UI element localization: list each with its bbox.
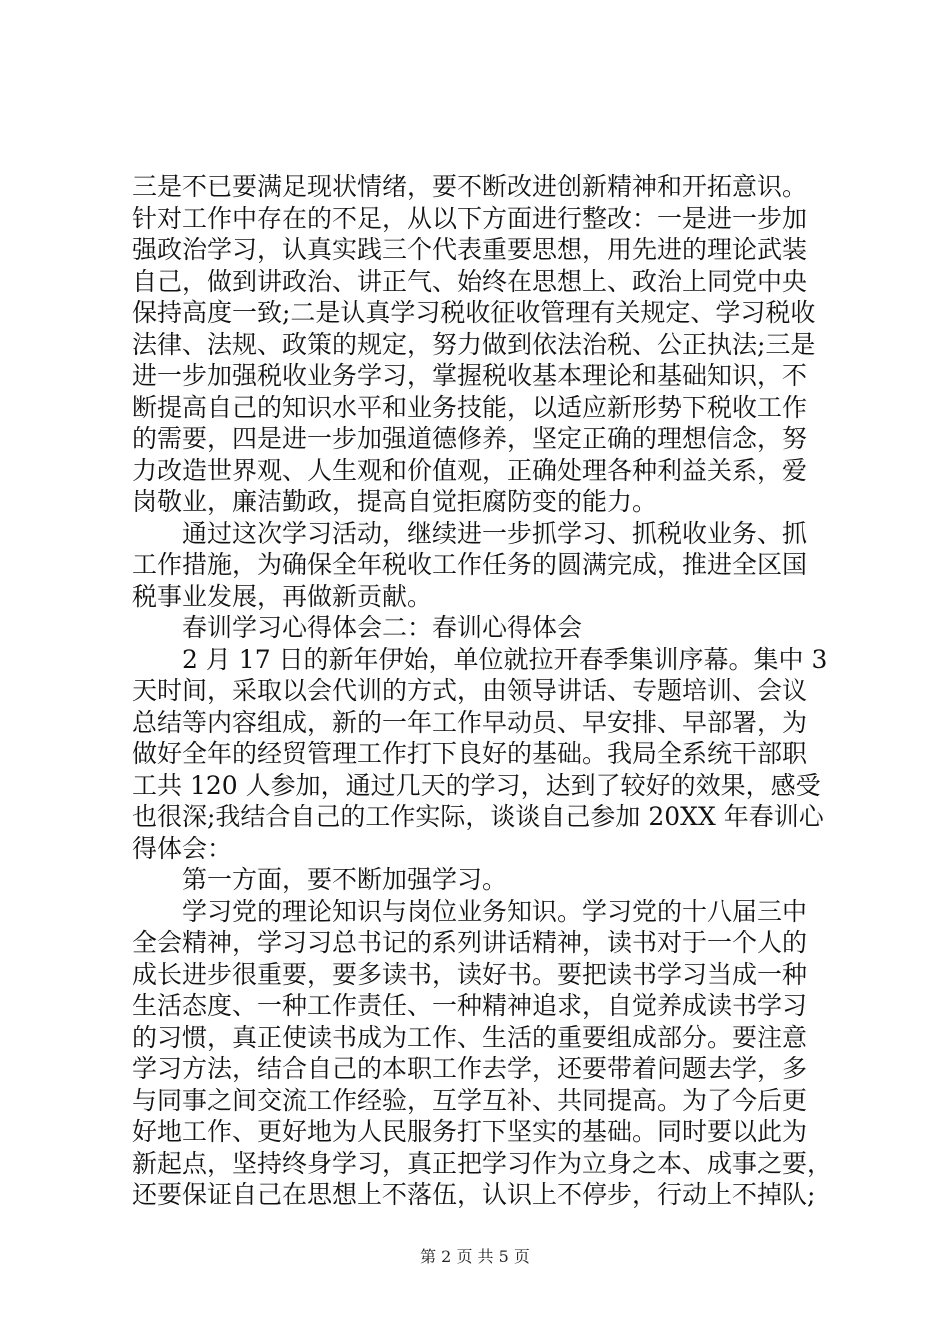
text-line: 学习党的理论知识与岗位业务知识。学习党的十八届三中 bbox=[132, 896, 808, 926]
text-line: 与同事之间交流工作经验，互学互补、共同提高。为了今后更 bbox=[132, 1085, 808, 1115]
text-line: 税事业发展，再做新贡献。 bbox=[132, 581, 433, 611]
text-line: 断提高自己的知识水平和业务技能，以适应新形势下税收工作 bbox=[132, 392, 808, 422]
text-line: 法律、法规、政策的规定，努力做到依法治税、公正执法;三是 bbox=[132, 329, 816, 359]
text-line: 的习惯，真正使读书成为工作、生活的重要组成部分。要注意 bbox=[132, 1022, 808, 1052]
section-heading: 春训学习心得体会二：春训心得体会 bbox=[132, 613, 583, 642]
text-line: 进一步加强税收业务学习，掌握税收基本理论和基础知识，不 bbox=[132, 361, 808, 390]
text-line: 的需要，四是进一步加强道德修养，坚定正确的理想信念，努 bbox=[132, 424, 808, 453]
text-line: 全会精神，学习习总书记的系列讲话精神，读书对于一个人的 bbox=[132, 928, 808, 957]
text-line: 学习方法，结合自己的本职工作去学，还要带着问题去学，多 bbox=[132, 1054, 808, 1083]
text-line: 新起点，坚持终身学习，真正把学习作为立身之本、成事之要， bbox=[132, 1148, 833, 1178]
text-line: 2 月 17 日的新年伊始，单位就拉开春季集训序幕。集中 3 bbox=[132, 644, 828, 674]
text-line: 针对工作中存在的不足，从以下方面进行整改：一是进一步加 bbox=[132, 203, 808, 233]
text-line: 保持高度一致;二是认真学习税收征收管理有关规定、学习税收 bbox=[132, 298, 816, 327]
text-line: 好地工作、更好地为人民服务打下坚实的基础。同时要以此为 bbox=[132, 1117, 808, 1146]
text-line: 强政治学习，认真实践三个代表重要思想，用先进的理论武装 bbox=[132, 235, 808, 264]
text-line: 工作措施，为确保全年税收工作任务的圆满完成，推进全区国 bbox=[132, 550, 808, 579]
text-line: 得体会： bbox=[132, 833, 233, 863]
text-line: 天时间，采取以会代训的方式，由领导讲话、专题培训、会议 bbox=[132, 676, 808, 705]
text-line: 力改造世界观、人生观和价值观，正确处理各种利益关系，爱 bbox=[132, 455, 808, 485]
body-text bbox=[132, 171, 832, 1211]
text-line: 也很深;我结合自己的工作实际，谈谈自己参加 20XX 年春训心 bbox=[132, 802, 824, 831]
text-line: 三是不已要满足现状情绪，要不断改进创新精神和开拓意识。 bbox=[132, 172, 808, 201]
text-line: 总结等内容组成，新的一年工作早动员、早安排、早部署，为 bbox=[132, 707, 808, 737]
page-number-footer: 第 2 页 共 5 页 bbox=[420, 1247, 530, 1266]
text-line: 自己，做到讲政治、讲正气、始终在思想上、政治上同党中央 bbox=[132, 266, 808, 296]
text-line: 还要保证自己在思想上不落伍，认识上不停步，行动上不掉队; bbox=[132, 1180, 816, 1209]
text-line: 生活态度、一种工作责任、一种精神追求，自觉养成读书学习 bbox=[132, 991, 808, 1020]
text-line: 工共 120 人参加，通过几天的学习，达到了较好的效果，感受 bbox=[132, 770, 821, 800]
text-line: 通过这次学习活动，继续进一步抓学习、抓税收业务、抓 bbox=[132, 518, 808, 548]
text-line: 岗敬业，廉洁勤政，提高自觉拒腐防变的能力。 bbox=[132, 487, 658, 516]
text-line: 做好全年的经贸管理工作打下良好的基础。我局全系统干部职 bbox=[132, 739, 808, 768]
text-line: 成长进步很重要，要多读书，读好书。要把读书学习当成一种 bbox=[132, 959, 808, 989]
section-heading: 第一方面，要不断加强学习。 bbox=[132, 865, 508, 894]
